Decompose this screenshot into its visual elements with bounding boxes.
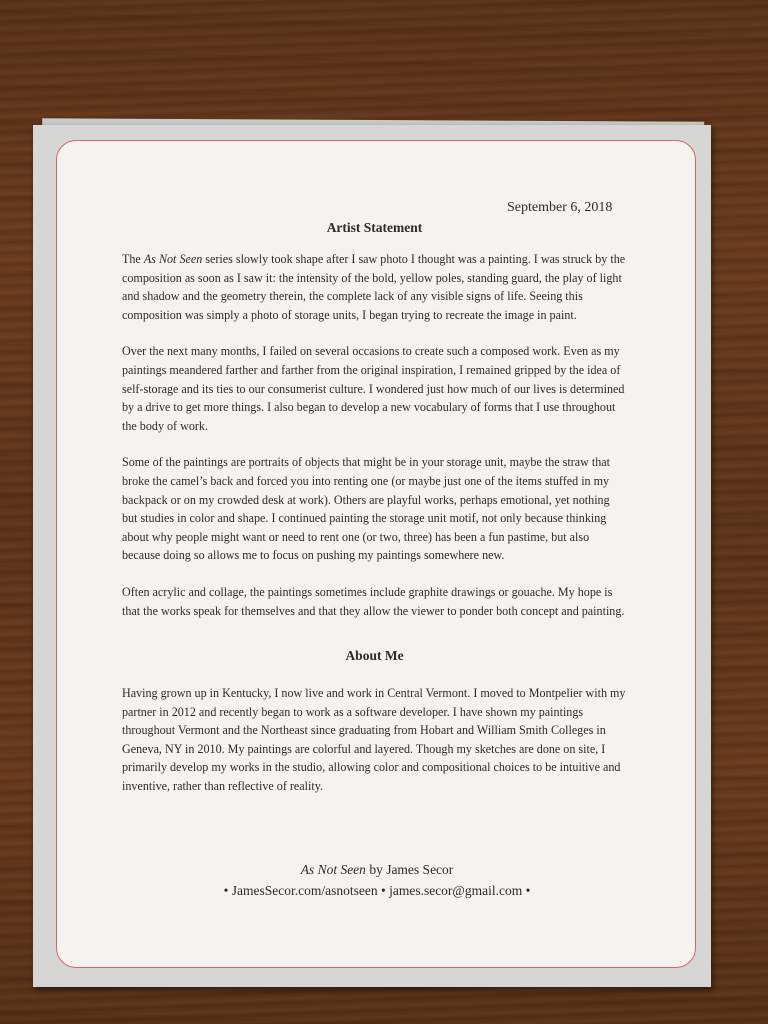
- footer-website: JamesSecor.com/asnotseen: [231, 883, 378, 898]
- document-body: [122, 199, 627, 814]
- artist-statement-paragraph-1: [122, 250, 627, 324]
- paragraph-1-intro: The: [122, 252, 144, 266]
- footer-bullet-3: •: [525, 883, 531, 898]
- footer-bullet-2: •: [380, 883, 386, 898]
- footer-contact-line: [57, 880, 697, 901]
- artist-statement-paragraph-2: Over the next many months, I failed on several occasions to create such a composed work. Even as my paintings meandered farther and farther from the original inspiration, I remained gripped by the idea of self-storage and its ties to our consumerist culture. I wondered just how much of our lives is determined by a drive to get more things. I also began to develop a new vocabulary of forms that I use throughout the body of work.: [122, 344, 625, 433]
- footer-email: james.secor@gmail.com: [389, 883, 523, 898]
- artist-statement-heading: Artist Statement: [326, 220, 423, 235]
- artist-statement-paragraph-4: Often acrylic and collage, the paintings sometimes include graphite drawings or gouache. My hope is that the works speak for themselves and that they allow the viewer to ponder both concept and painting.: [122, 584, 625, 618]
- page-border-frame: [56, 140, 696, 968]
- footer-series-title: As Not Seen: [300, 862, 366, 877]
- document-footer: [57, 859, 697, 901]
- series-title-inline: As Not Seen: [143, 252, 203, 266]
- about-me-paragraph: Having grown up in Kentucky, I now live and work in Central Vermont. I moved to Montpelier with my partner in 2012 and recently began to work as a software developer. I have shown my paintings throughout Vermont and the Northeast since graduating from Hobart and William Smith Colleges in Geneva, NY in 2010. My paintings are colorful and layered. Though my sketches are done on site, I primarily develop my works in the studio, allowing color and compositional choices to be intuitive and inventive, rather than reflective of reality.: [122, 686, 626, 794]
- footer-title-line: [57, 859, 697, 880]
- artist-statement-paragraph-3: Some of the paintings are portraits of objects that might be in your storage unit, maybe the straw that broke the camel’s back and forced you into renting one (or maybe just one of the items stuffed in my backpack or on my crowded desk at work). Others are playful works, perhaps emotional, yet nothing but studies in color and shape. I continued painting the storage unit motif, not only because thinking about why people might want or need to rent one (or two, three) has been a fun pastime, but also because doing so allows me to focus on pushing my paintings somewhere new.: [122, 455, 611, 563]
- footer-bullet-1: •: [223, 883, 229, 898]
- paper-sheet: [33, 125, 711, 987]
- document-date: September 6, 2018: [507, 200, 613, 215]
- footer-by-line: by James Secor: [365, 862, 454, 877]
- paragraph-1-text: series slowly took shape after I saw photo I thought was a painting. I was struck by the composition as soon as I saw it: the intensity of the bold, yellow poles, standing guard, the play of light and shadow and the geometry therein, the complete lack of any visible signs of life. Seeing this composition was simply a photo of storage units, I began trying to recreate the image in paint.: [122, 252, 626, 322]
- about-me-heading: About Me: [345, 648, 404, 664]
